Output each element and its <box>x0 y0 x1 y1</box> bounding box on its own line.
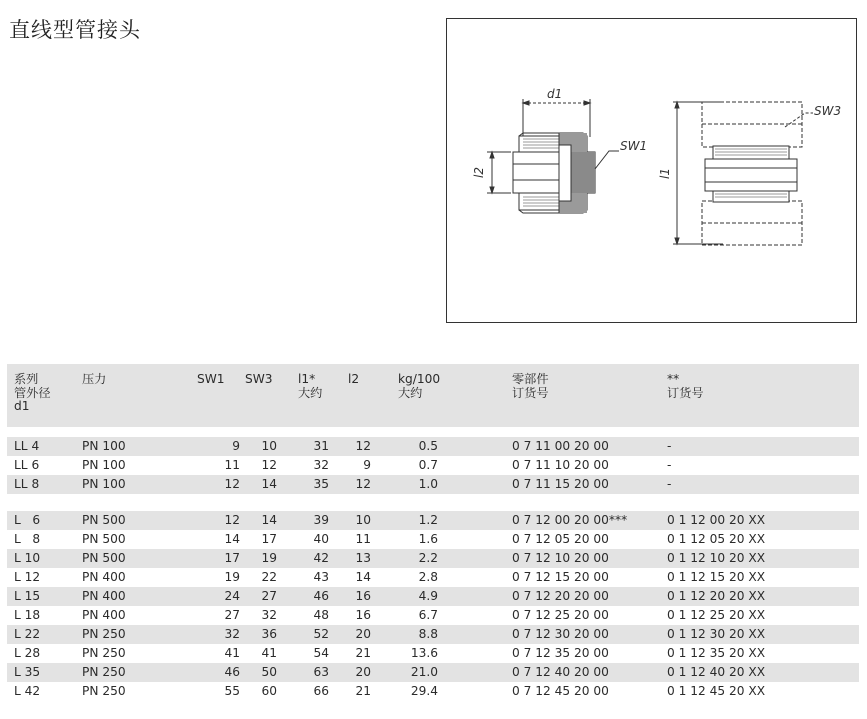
table-cell: 12 <box>355 439 371 453</box>
table-cell: 41 <box>261 646 277 660</box>
table-cell: 22 <box>261 570 277 584</box>
table-cell: 14 <box>355 570 371 584</box>
table-cell: PN 100 <box>82 439 126 453</box>
table-cell: 21 <box>355 646 371 660</box>
table-cell: 24 <box>224 589 240 603</box>
table-row <box>7 644 859 663</box>
table-cell: 21.0 <box>410 665 438 679</box>
table-cell: 1.2 <box>418 513 438 527</box>
dim-label-l2: l2 <box>472 167 486 178</box>
dim-label-d1: d1 <box>547 87 563 101</box>
table-cell: 52 <box>313 627 329 641</box>
table-cell: 16 <box>355 608 371 622</box>
table-cell: 14 <box>224 532 240 546</box>
table-row <box>7 625 859 644</box>
table-cell: 0 7 12 30 20 00 <box>512 627 609 641</box>
table-cell: 0 7 12 45 20 00 <box>512 684 609 698</box>
table-cell: 0 1 12 15 20 XX <box>667 570 766 584</box>
table-cell: 0.7 <box>418 458 438 472</box>
header-series: 系列 管外径 d1 <box>14 372 51 413</box>
table-row <box>7 549 859 568</box>
table-header <box>7 364 859 427</box>
table-cell: 46 <box>224 665 240 679</box>
table-cell: PN 100 <box>82 477 126 491</box>
table-cell: 17 <box>261 532 277 546</box>
table-cell: PN 250 <box>82 646 126 660</box>
technical-drawing <box>446 18 857 323</box>
table-cell: LL 8 <box>14 477 40 491</box>
table-cell: 1.0 <box>418 477 438 491</box>
table-cell: 55 <box>224 684 240 698</box>
table-cell: 9 <box>232 439 240 453</box>
table-cell: PN 500 <box>82 532 126 546</box>
table-cell: L 12 <box>14 570 41 584</box>
dim-label-sw3: SW3 <box>814 104 842 118</box>
table-cell: 12 <box>261 458 277 472</box>
table-row <box>7 456 859 475</box>
header-l1: l1* 大约 <box>298 372 323 400</box>
table-row <box>7 568 859 587</box>
table-cell: PN 250 <box>82 665 126 679</box>
table-cell: 0 7 11 10 20 00 <box>512 458 609 472</box>
table-cell: 0 1 12 05 20 XX <box>667 532 766 546</box>
table-cell: 0 7 11 00 20 00 <box>512 439 609 453</box>
table-cell: PN 250 <box>82 627 126 641</box>
table-cell: 29.4 <box>410 684 438 698</box>
header-sw3: SW3 <box>245 372 273 386</box>
table-cell: L 28 <box>14 646 41 660</box>
fitting-spec-table <box>7 364 859 701</box>
table-cell: 20 <box>355 665 371 679</box>
table-cell: 0 1 12 35 20 XX <box>667 646 766 660</box>
table-cell: L 6 <box>14 513 41 527</box>
dim-label-l1: l1 <box>658 168 672 179</box>
table-cell: 66 <box>313 684 329 698</box>
table-cell: 16 <box>355 589 371 603</box>
table-cell: 0 1 12 00 20 XX <box>667 513 766 527</box>
table-row <box>7 511 859 530</box>
table-cell: 36 <box>261 627 277 641</box>
table-cell: L 22 <box>14 627 41 641</box>
table-cell: 31 <box>313 439 329 453</box>
table-cell: 14 <box>261 513 277 527</box>
table-cell: 1.6 <box>418 532 438 546</box>
fitting-drawing <box>447 19 858 324</box>
table-cell: 10 <box>261 439 277 453</box>
table-cell: 27 <box>261 589 277 603</box>
table-row <box>7 475 859 494</box>
table-cell: PN 500 <box>82 513 126 527</box>
table-cell: 41 <box>224 646 240 660</box>
table-cell: 0 7 12 20 20 00 <box>512 589 609 603</box>
table-cell: 2.2 <box>418 551 438 565</box>
table-cell: 14 <box>261 477 277 491</box>
table-cell: LL 6 <box>14 458 40 472</box>
table-cell: 0 7 11 15 20 00 <box>512 477 609 491</box>
header-sw1: SW1 <box>197 372 225 386</box>
header-order-number: ** 订货号 <box>667 372 704 400</box>
table-cell: PN 400 <box>82 608 126 622</box>
table-cell: - <box>667 439 672 453</box>
table-cell: PN 400 <box>82 570 126 584</box>
table-cell: L 8 <box>14 532 41 546</box>
table-cell: 0 1 12 30 20 XX <box>667 627 766 641</box>
table-cell: PN 500 <box>82 551 126 565</box>
table-cell: 13 <box>355 551 371 565</box>
table-cell: PN 250 <box>82 684 126 698</box>
table-row <box>7 437 859 456</box>
table-cell: L 18 <box>14 608 41 622</box>
table-cell: 12 <box>224 513 240 527</box>
table-cell: 32 <box>313 458 329 472</box>
table-cell: 4.9 <box>418 589 438 603</box>
header-part-number: 零部件 订货号 <box>512 372 549 400</box>
table-cell: 13.6 <box>410 646 438 660</box>
table-row <box>7 587 859 606</box>
table-cell: LL 4 <box>14 439 40 453</box>
table-cell: PN 400 <box>82 589 126 603</box>
table-cell: 0 7 12 25 20 00 <box>512 608 609 622</box>
table-cell: 43 <box>313 570 329 584</box>
table-cell: 27 <box>224 608 240 622</box>
table-cell: 0 1 12 25 20 XX <box>667 608 766 622</box>
table-cell: - <box>667 477 672 491</box>
table-cell: 46 <box>313 589 329 603</box>
header-weight: kg/100 大约 <box>398 372 441 400</box>
table-cell: 17 <box>224 551 240 565</box>
header-pressure: 压力 <box>82 372 107 386</box>
table-cell: 12 <box>224 477 240 491</box>
table-cell: 12 <box>355 477 371 491</box>
table-row <box>7 606 859 625</box>
table-cell: 11 <box>224 458 240 472</box>
table-cell: L 15 <box>14 589 41 603</box>
table-cell: 32 <box>261 608 277 622</box>
header-l2: l2 <box>348 372 360 386</box>
table-cell: 8.8 <box>418 627 438 641</box>
table-cell: 60 <box>261 684 277 698</box>
page-title: 直线型管接头 <box>9 18 141 42</box>
table-cell: 63 <box>313 665 329 679</box>
table-cell: 0 7 12 05 20 00 <box>512 532 609 546</box>
table-cell: 0 1 12 45 20 XX <box>667 684 766 698</box>
table-cell: L 35 <box>14 665 41 679</box>
table-row <box>7 530 859 549</box>
table-cell: 2.8 <box>418 570 438 584</box>
table-row <box>7 682 859 701</box>
table-cell: 35 <box>313 477 329 491</box>
table-cell: 0 1 12 20 20 XX <box>667 589 766 603</box>
table-group-l <box>7 511 859 701</box>
table-cell: 32 <box>224 627 240 641</box>
table-cell: 19 <box>261 551 277 565</box>
table-cell: - <box>667 458 672 472</box>
table-cell: 20 <box>355 627 371 641</box>
table-cell: 0 7 12 10 20 00 <box>512 551 609 565</box>
table-cell: L 10 <box>14 551 41 565</box>
table-cell: 21 <box>355 684 371 698</box>
table-cell: 0 7 12 40 20 00 <box>512 665 609 679</box>
table-cell: 40 <box>313 532 329 546</box>
table-row <box>7 663 859 682</box>
table-cell: 0.5 <box>418 439 438 453</box>
table-cell: 0 7 12 15 20 00 <box>512 570 609 584</box>
table-cell: PN 100 <box>82 458 126 472</box>
table-cell: 10 <box>355 513 371 527</box>
table-cell: 0 1 12 40 20 XX <box>667 665 766 679</box>
table-cell: 9 <box>363 458 371 472</box>
table-cell: 19 <box>224 570 240 584</box>
table-cell: 11 <box>355 532 371 546</box>
table-cell: 54 <box>313 646 329 660</box>
table-cell: 48 <box>313 608 329 622</box>
table-cell: 42 <box>313 551 329 565</box>
dim-label-sw1: SW1 <box>620 139 648 153</box>
table-cell: 50 <box>261 665 277 679</box>
table-cell: L 42 <box>14 684 41 698</box>
table-cell: 6.7 <box>418 608 438 622</box>
table-cell: 0 1 12 10 20 XX <box>667 551 766 565</box>
table-cell: 39 <box>313 513 329 527</box>
table-group-ll <box>7 437 859 494</box>
table-cell: 0 7 12 00 20 00*** <box>512 513 628 527</box>
table-cell: 0 7 12 35 20 00 <box>512 646 609 660</box>
